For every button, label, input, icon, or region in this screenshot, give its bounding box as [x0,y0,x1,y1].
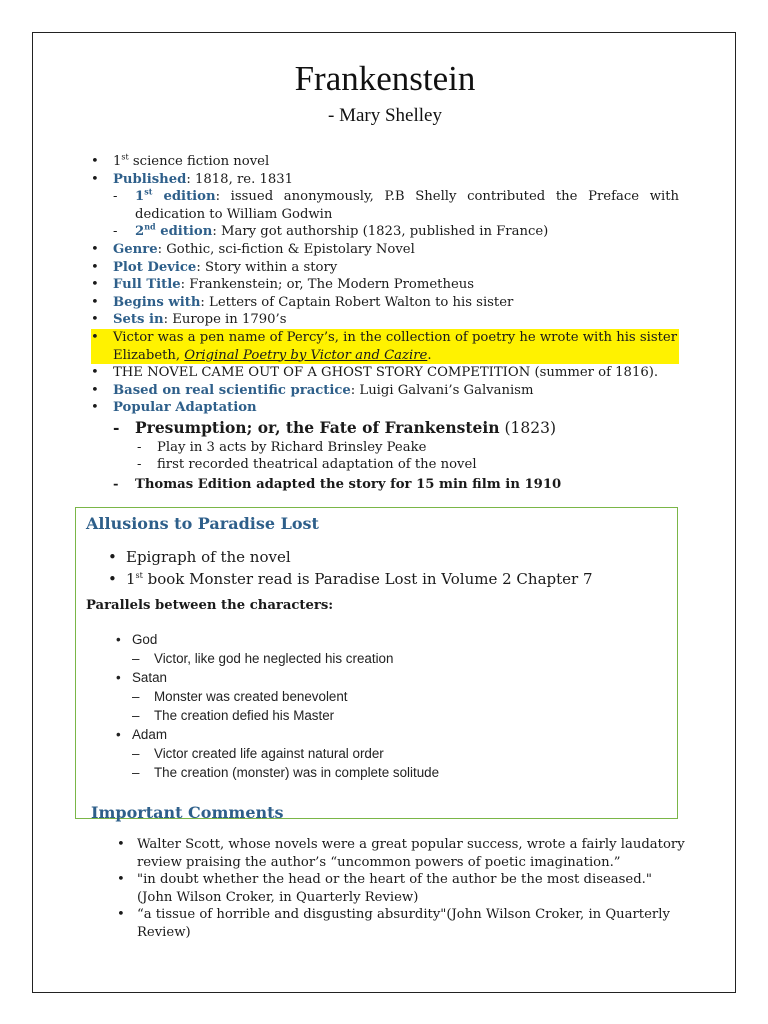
allusions-heading: Allusions to Paradise Lost [86,514,319,533]
sub-item: - 2nd edition: Mary got authorship (1823, published in France) [113,221,549,240]
facts-list [91,153,679,493]
comments-heading: Important Comments [91,803,284,822]
comments-list [117,836,685,942]
list-item: • Published: 1818, re. 1831 [91,171,294,187]
bullet: • [91,154,99,169]
sub-item: - Thomas Edition adapted the story for 15 min film in 1910 [113,476,562,492]
sub-item: – Victor, like god he neglected his creation [132,651,394,666]
parallels-heading: Parallels between the characters: [86,598,334,613]
list-item: • God [116,632,158,647]
list-item: • Epigraph of the novel [108,548,291,566]
sub-item: – Victor created life against natural order [132,746,384,761]
list-item: • Sets in: Europe in 1790’s [91,312,287,328]
list-item: • Genre: Gothic, sci-fiction & Epistolary Novel [91,241,415,257]
list-item: • 1st book Monster read is Paradise Lost in Volume 2 Chapter 7 [108,570,593,588]
highlighted-item: • Victor was a pen name of Percy’s, in the collection of poetry he wrote with his sister Elizabeth, Original Poetry by Victor and Cazire. [91,329,678,363]
list-item: • Walter Scott, whose novels were a great popular success, wrote a fairly laudatory review praising the author’s “uncommon powers of poetic imagination.” [117,837,685,870]
page-title: Frankenstein [294,59,476,98]
list-item: • Adam [116,727,167,742]
sub-sub-item: - first recorded theatrical adaptation of the novel [137,457,477,473]
sub-item: – Monster was created benevolent [132,689,348,704]
sub-sub-item: - Play in 3 acts by Richard Brinsley Peake [137,439,427,455]
sub-item: - Presumption; or, the Fate of Frankenstein (1823) [113,417,557,437]
sub-item: - 1st edition: issued anonymously, P.B Shelly contributed the Preface with dedication to William Godwin [113,186,679,222]
sub-item: – The creation defied his Master [132,708,335,723]
allusions-box [75,507,678,819]
list-item: • Satan [116,670,167,685]
allusions-list [108,546,593,590]
list-item: • Popular Adaptation [91,400,257,416]
page-subtitle: - Mary Shelley [328,105,442,126]
list-item: • THE NOVEL CAME OUT OF A GHOST STORY COMPETITION (summer of 1816). [91,365,659,381]
list-item: • 1st science fiction novel [91,152,270,169]
list-item: • Plot Device: Story within a story [91,259,338,275]
poetry-link[interactable]: Original Poetry by Victor and Cazire [184,347,428,363]
label-published: Published [113,171,187,187]
sub-item: – The creation (monster) was in complete solitude [132,765,440,780]
list-item: • Begins with: Letters of Captain Robert Walton to his sister [91,294,514,310]
list-item: • Based on real scientific practice: Luigi Galvani’s Galvanism [91,382,534,398]
list-item: • “a tissue of horrible and disgusting absurdity"(John Wilson Croker, in Quarterly Review) [117,907,670,940]
parallels-list [116,630,439,782]
list-item: • Full Title: Frankenstein; or, The Modern Prometheus [91,277,475,293]
document-page [32,32,736,993]
list-item: • "in doubt whether the head or the heart of the author be the most diseased." (John Wilson Croker, in Quarterly Review) [117,872,652,905]
